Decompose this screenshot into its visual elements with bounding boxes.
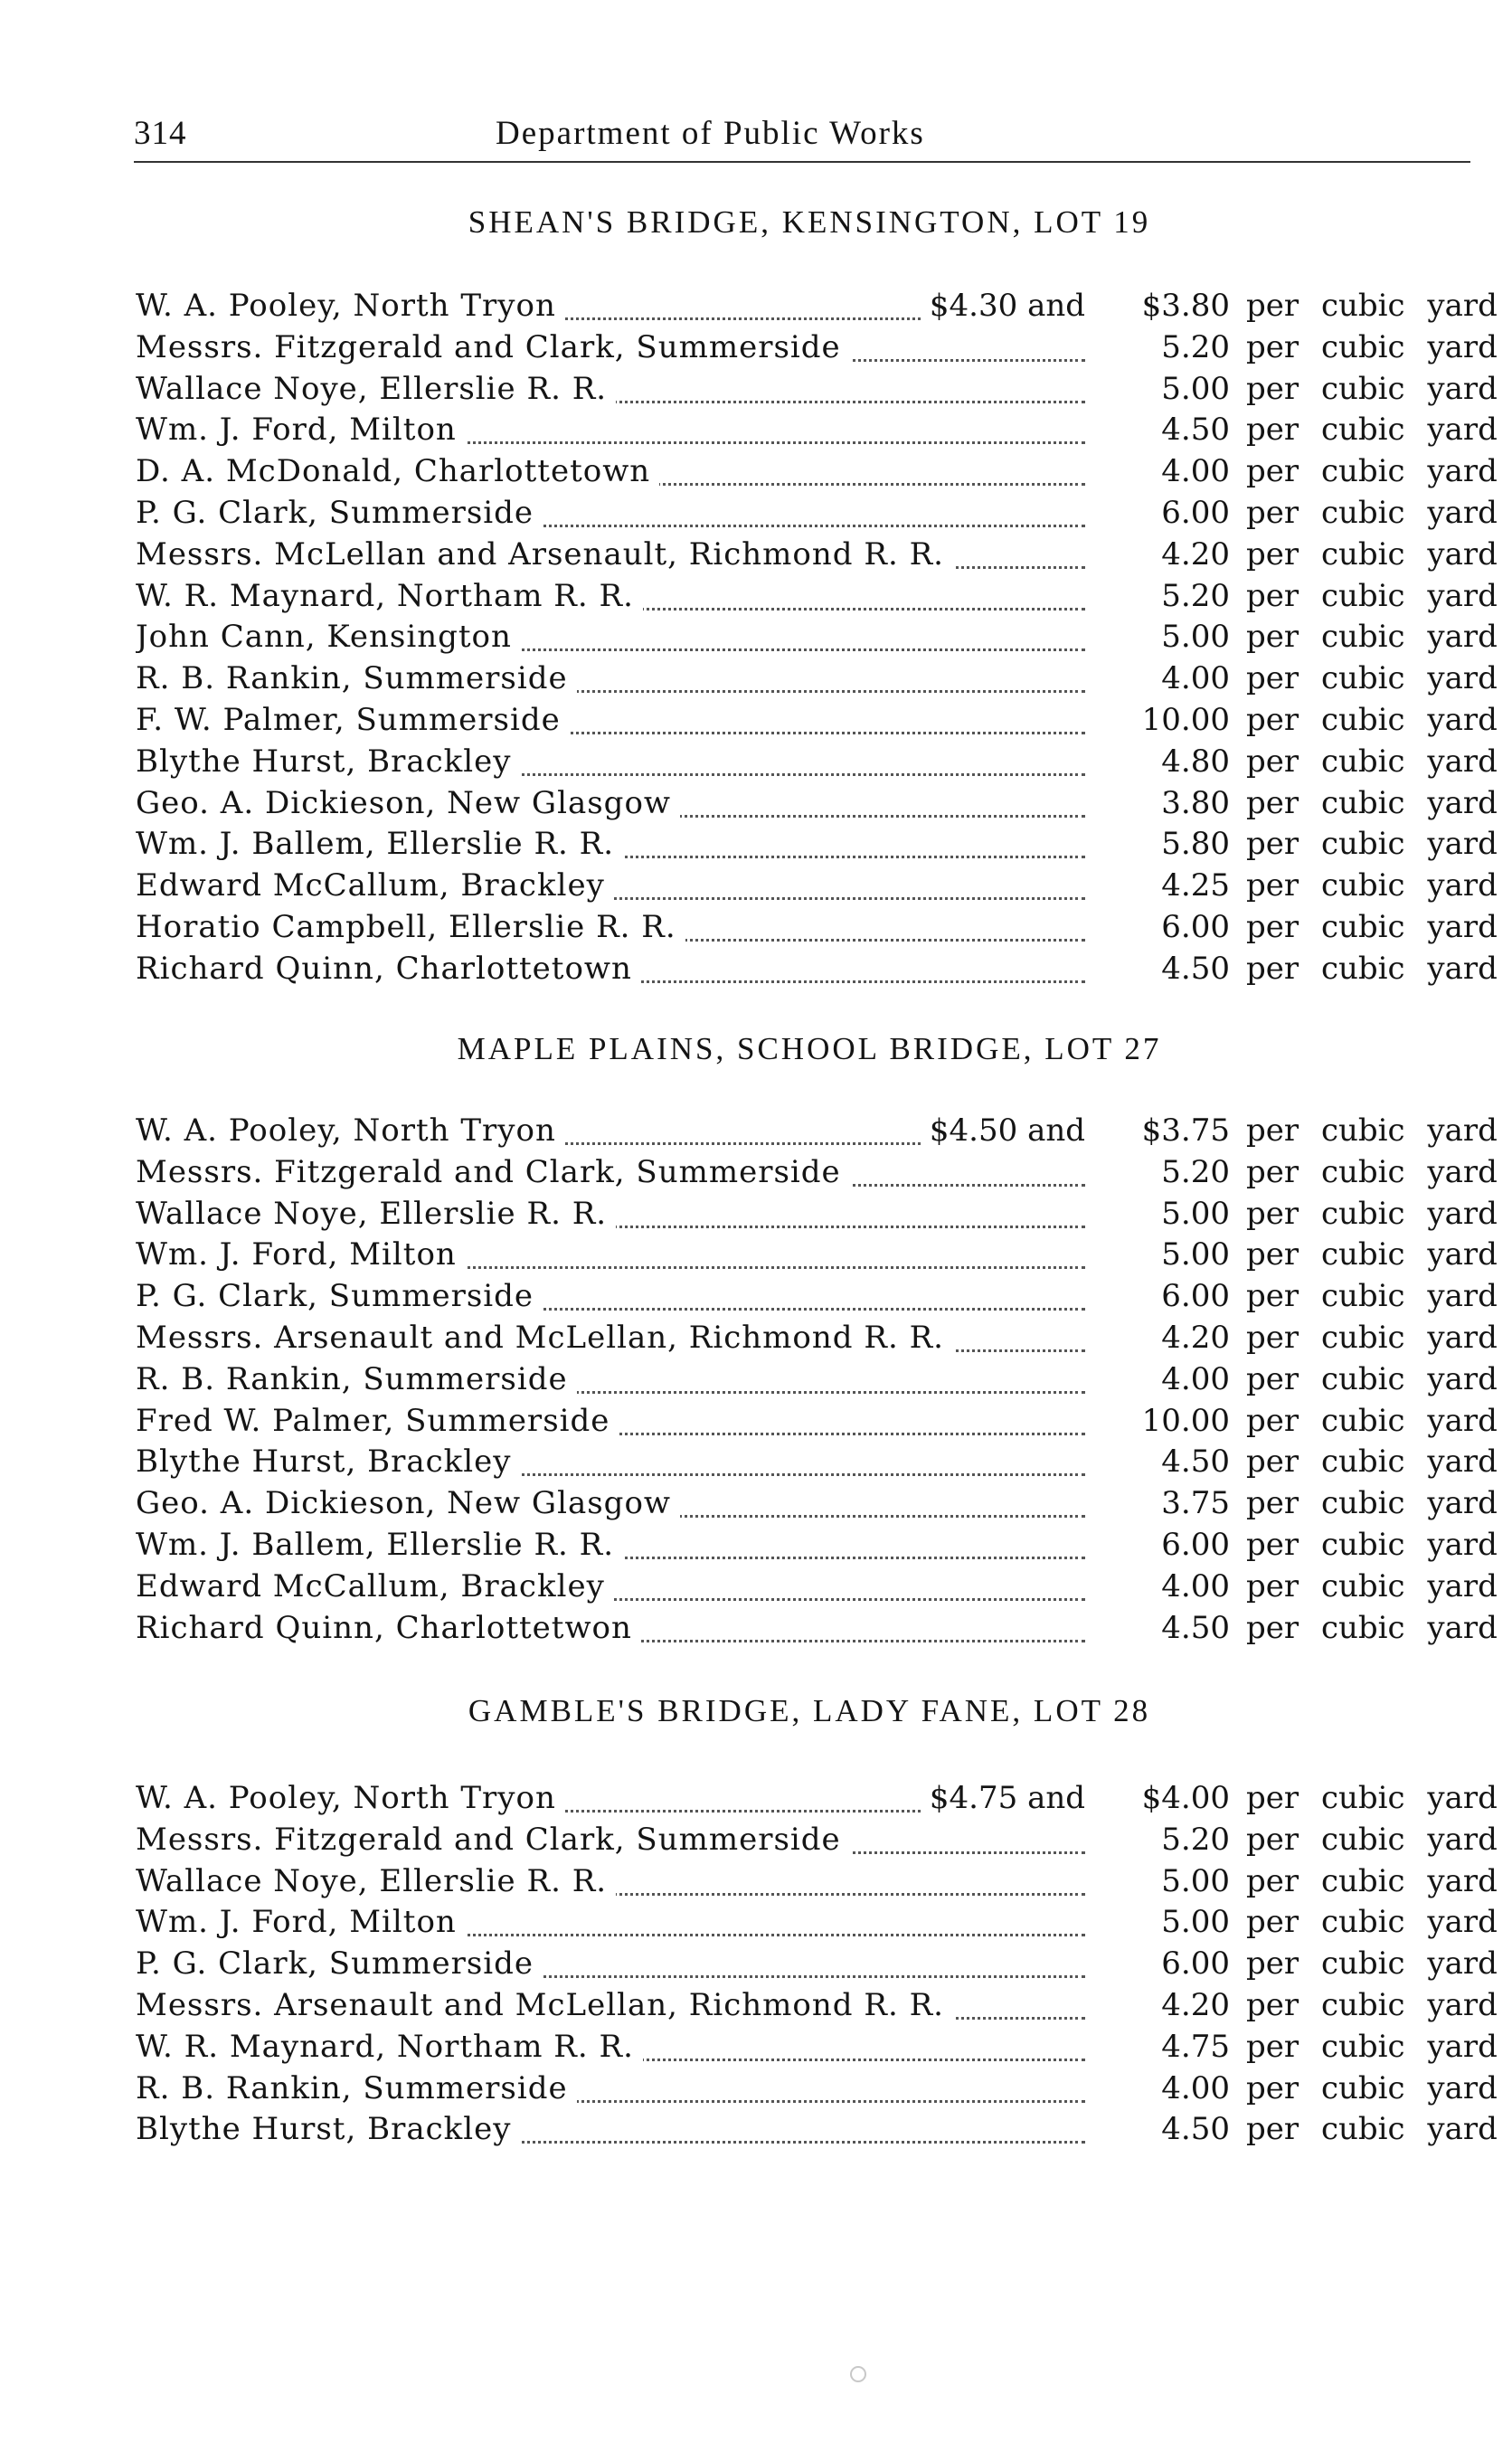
bid-price: 5.20 <box>1161 1153 1230 1190</box>
bid-price: 10.00 <box>1141 1402 1230 1439</box>
section-title: SHEAN'S BRIDGE, KENSINGTON, LOT 19 <box>468 204 1151 240</box>
price-unit: per cubic yard <box>1246 950 1498 987</box>
bid-price: 5.00 <box>1161 1904 1230 1941</box>
bidder-cell <box>136 1863 1085 1905</box>
bid-price: 5.20 <box>1161 577 1230 614</box>
bidder-name: Blythe Hurst, Brackley <box>136 743 520 780</box>
bidder-cell <box>136 743 1085 785</box>
bid-row <box>136 1780 1498 1822</box>
bid-row <box>136 950 1498 992</box>
alternate-price: $4.30 and <box>921 288 1085 324</box>
bid-price: 4.25 <box>1161 867 1230 904</box>
bidder-cell <box>136 785 1085 827</box>
bid-price: 4.50 <box>1161 1609 1230 1646</box>
bid-row <box>136 909 1498 951</box>
bidder-name: Blythe Hurst, Brackley <box>136 1443 520 1480</box>
bid-row <box>136 1987 1498 2029</box>
bid-price: 3.75 <box>1161 1485 1230 1522</box>
price-unit: per cubic yard <box>1246 619 1498 656</box>
bid-price: 5.00 <box>1161 1195 1230 1232</box>
bidder-cell <box>136 1822 1085 1863</box>
bidder-cell <box>136 1112 1085 1154</box>
bidder-name: R. B. Rankin, Summerside <box>136 2070 577 2106</box>
section-title: GAMBLE'S BRIDGE, LADY FANE, LOT 28 <box>468 1693 1151 1728</box>
bidder-cell <box>136 578 1085 620</box>
bidder-name: R. B. Rankin, Summerside <box>136 1361 577 1397</box>
bid-row <box>136 743 1498 785</box>
bid-row <box>136 1821 1498 1863</box>
bid-price: 5.00 <box>1161 1862 1230 1899</box>
price-unit: per cubic yard <box>1246 1320 1498 1356</box>
running-head <box>134 107 1470 161</box>
bidder-name: Fred W. Palmer, Summerside <box>136 1403 619 1439</box>
price-unit: per cubic yard <box>1246 1195 1498 1232</box>
bid-price: 4.75 <box>1161 2028 1230 2065</box>
bidder-cell <box>136 1610 1085 1652</box>
bidder-cell <box>136 2070 1085 2112</box>
price-unit: per cubic yard <box>1246 784 1498 821</box>
price-unit: per cubic yard <box>1246 867 1498 904</box>
price-unit: per cubic yard <box>1246 288 1498 324</box>
price-unit: per cubic yard <box>1246 1360 1498 1397</box>
bidder-cell <box>136 1780 1085 1822</box>
bidder-cell <box>136 371 1085 412</box>
bid-row <box>136 535 1498 578</box>
bid-row <box>136 1527 1498 1568</box>
bid-price: 6.00 <box>1161 1945 1230 1983</box>
bidder-name: Geo. A. Dickieson, New Glasgow <box>136 785 680 821</box>
price-unit: per cubic yard <box>1246 577 1498 614</box>
bid-row <box>136 1236 1498 1278</box>
bidder-name: R. B. Rankin, Summerside <box>136 660 577 696</box>
running-title: Department of Public Works <box>496 115 925 152</box>
bid-row <box>136 1402 1498 1444</box>
bidder-cell <box>136 826 1085 867</box>
bidder-cell <box>136 1361 1085 1403</box>
bidder-cell <box>136 1154 1085 1196</box>
bid-price: 10.00 <box>1141 702 1230 738</box>
bidder-name: Wallace Noye, Ellerslie R. R. <box>136 1196 616 1232</box>
bidder-name: Wm. J. Ballem, Ellerslie R. R. <box>136 826 623 862</box>
price-unit: per cubic yard <box>1246 1485 1498 1522</box>
bidder-name: Geo. A. Dickieson, New Glasgow <box>136 1485 680 1521</box>
bid-row <box>136 328 1498 371</box>
price-unit: per cubic yard <box>1246 1567 1498 1604</box>
price-unit: per cubic yard <box>1246 743 1498 780</box>
price-unit: per cubic yard <box>1246 1609 1498 1646</box>
bid-row <box>136 370 1498 412</box>
price-unit: per cubic yard <box>1246 1904 1498 1941</box>
bid-price: 5.20 <box>1161 328 1230 365</box>
bidder-cell <box>136 2111 1085 2153</box>
bidder-cell <box>136 1196 1085 1237</box>
price-unit: per cubic yard <box>1246 328 1498 365</box>
bid-price: 4.20 <box>1161 1987 1230 2023</box>
bidder-cell <box>136 909 1085 951</box>
bidder-cell <box>136 1527 1085 1568</box>
price-unit: per cubic yard <box>1246 2111 1498 2148</box>
bid-row <box>136 412 1498 453</box>
bid-price: 5.20 <box>1161 1821 1230 1858</box>
alternate-price-wrapper <box>136 1112 1085 1154</box>
bidder-cell <box>136 867 1085 909</box>
price-unit: per cubic yard <box>1246 1987 1498 2023</box>
bid-row <box>136 577 1498 620</box>
bidder-name: P. G. Clark, Summerside <box>136 1945 543 1982</box>
bid-row <box>136 495 1498 536</box>
bid-row <box>136 702 1498 743</box>
bidder-name: Edward McCallum, Brackley <box>136 1568 614 1604</box>
bidder-name: Messrs. Fitzgerald and Clark, Summerside <box>136 1822 850 1858</box>
bid-row <box>136 784 1498 827</box>
bid-price: 6.00 <box>1161 1527 1230 1563</box>
bid-price: $3.80 <box>1141 288 1230 324</box>
bid-row <box>136 1609 1498 1652</box>
bidder-name: W. A. Pooley, North Tryon <box>136 1780 565 1816</box>
bid-price: 6.00 <box>1161 909 1230 945</box>
bid-price: 4.00 <box>1161 660 1230 697</box>
bid-price: 4.20 <box>1161 535 1230 573</box>
bid-price: 3.80 <box>1161 784 1230 821</box>
price-unit: per cubic yard <box>1246 660 1498 697</box>
page-number: 314 <box>134 115 187 152</box>
bidder-cell <box>136 1403 1085 1444</box>
bidder-name: W. R. Maynard, Northam R. R. <box>136 578 643 614</box>
bidder-cell <box>136 1568 1085 1610</box>
bidder-name: P. G. Clark, Summerside <box>136 495 543 531</box>
bidder-cell <box>136 1485 1085 1527</box>
bid-row <box>136 2111 1498 2153</box>
price-unit: per cubic yard <box>1246 412 1498 449</box>
bidder-name: Wallace Noye, Ellerslie R. R. <box>136 371 616 407</box>
bidder-name: Messrs. Arsenault and McLellan, Richmond R. R. <box>136 1987 953 2023</box>
bidder-name: F. W. Palmer, Summerside <box>136 702 570 738</box>
bid-price: 4.50 <box>1161 950 1230 987</box>
alternate-price-wrapper <box>136 288 1085 329</box>
price-unit: per cubic yard <box>1246 909 1498 945</box>
bid-price: 5.00 <box>1161 370 1230 407</box>
bid-price: 6.00 <box>1161 495 1230 531</box>
bid-row <box>136 826 1498 867</box>
bidder-cell <box>136 288 1085 329</box>
bidder-cell <box>136 536 1085 578</box>
bid-row <box>136 1320 1498 1361</box>
price-unit: per cubic yard <box>1246 1945 1498 1983</box>
price-unit: per cubic yard <box>1246 2028 1498 2065</box>
bidder-cell <box>136 1443 1085 1485</box>
price-unit: per cubic yard <box>1246 535 1498 573</box>
bidder-name: Messrs. Arsenault and McLellan, Richmond R. R. <box>136 1320 953 1356</box>
bidder-cell <box>136 619 1085 660</box>
bidder-cell <box>136 495 1085 536</box>
bidder-cell <box>136 1987 1085 2029</box>
bidder-cell <box>136 412 1085 453</box>
bid-row <box>136 1567 1498 1610</box>
bidder-name: Blythe Hurst, Brackley <box>136 2111 520 2147</box>
bid-price: 4.00 <box>1161 453 1230 490</box>
price-unit: per cubic yard <box>1246 370 1498 407</box>
bidder-name: W. A. Pooley, North Tryon <box>136 288 565 324</box>
bidder-name: John Cann, Kensington <box>136 619 521 655</box>
bid-row <box>136 2069 1498 2112</box>
bid-price: 6.00 <box>1161 1278 1230 1315</box>
bid-row <box>136 1112 1498 1154</box>
bidder-cell <box>136 702 1085 743</box>
price-unit: per cubic yard <box>1246 453 1498 490</box>
bid-row <box>136 288 1498 329</box>
bidder-name: Messrs. McLellan and Arsenault, Richmond R. R. <box>136 536 953 573</box>
bid-row <box>136 1360 1498 1403</box>
bid-row <box>136 1945 1498 1987</box>
bidder-name: Horatio Campbell, Ellerslie R. R. <box>136 909 685 945</box>
alternate-price: $4.75 and <box>921 1780 1085 1816</box>
bid-price: 4.00 <box>1161 1567 1230 1604</box>
price-unit: per cubic yard <box>1246 2069 1498 2106</box>
price-unit: per cubic yard <box>1246 1527 1498 1563</box>
bidder-name: Richard Quinn, Charlottetown <box>136 951 641 987</box>
bidder-name: Richard Quinn, Charlottetwon <box>136 1610 641 1646</box>
bidder-cell <box>136 1236 1085 1278</box>
bid-price: $4.00 <box>1141 1780 1230 1816</box>
price-unit: per cubic yard <box>1246 1821 1498 1858</box>
alternate-price: $4.50 and <box>921 1112 1085 1149</box>
price-unit: per cubic yard <box>1246 1112 1498 1149</box>
bid-row <box>136 453 1498 495</box>
bidder-cell <box>136 951 1085 992</box>
bidder-cell <box>136 1904 1085 1945</box>
bidder-name: Messrs. Fitzgerald and Clark, Summerside <box>136 1154 850 1190</box>
price-unit: per cubic yard <box>1246 1153 1498 1190</box>
bid-price: 4.20 <box>1161 1320 1230 1356</box>
bid-price: 4.00 <box>1161 1360 1230 1397</box>
bidder-cell <box>136 453 1085 495</box>
price-unit: per cubic yard <box>1246 1862 1498 1899</box>
bidder-name: W. A. Pooley, North Tryon <box>136 1112 565 1149</box>
bid-price: 4.00 <box>1161 2069 1230 2106</box>
bid-row <box>136 1153 1498 1196</box>
bidder-name: W. R. Maynard, Northam R. R. <box>136 2029 643 2065</box>
price-unit: per cubic yard <box>1246 1402 1498 1439</box>
bid-row <box>136 1443 1498 1485</box>
bid-row <box>136 1485 1498 1527</box>
bid-price: 4.80 <box>1161 743 1230 780</box>
bidder-cell <box>136 1320 1085 1361</box>
scan-speck <box>850 2366 866 2382</box>
bid-price: 5.00 <box>1161 1236 1230 1273</box>
bidder-cell <box>136 329 1085 371</box>
section-title: MAPLE PLAINS, SCHOOL BRIDGE, LOT 27 <box>457 1031 1162 1066</box>
bidder-name: Wm. J. Ford, Milton <box>136 1236 466 1273</box>
bid-row <box>136 1195 1498 1237</box>
price-unit: per cubic yard <box>1246 1278 1498 1315</box>
bid-price: 4.50 <box>1161 2111 1230 2148</box>
price-unit: per cubic yard <box>1246 702 1498 738</box>
bid-row <box>136 1904 1498 1945</box>
bid-price: 4.50 <box>1161 1443 1230 1481</box>
price-unit: per cubic yard <box>1246 1780 1498 1816</box>
price-unit: per cubic yard <box>1246 1443 1498 1481</box>
bid-row <box>136 867 1498 909</box>
bidder-cell <box>136 1945 1085 1987</box>
bid-price: 4.50 <box>1161 412 1230 449</box>
bidder-name: Wm. J. Ford, Milton <box>136 1904 466 1940</box>
price-unit: per cubic yard <box>1246 1236 1498 1273</box>
bid-row <box>136 619 1498 660</box>
bid-row <box>136 2028 1498 2070</box>
bidder-name: Wallace Noye, Ellerslie R. R. <box>136 1863 616 1899</box>
price-unit: per cubic yard <box>1246 826 1498 863</box>
bidder-name: D. A. McDonald, Charlottetown <box>136 453 659 489</box>
alternate-price-wrapper <box>136 1780 1085 1822</box>
bid-price: $3.75 <box>1141 1112 1230 1149</box>
header-rule <box>134 161 1470 163</box>
price-unit: per cubic yard <box>1246 495 1498 531</box>
bidder-name: Wm. J. Ford, Milton <box>136 412 466 448</box>
bid-row <box>136 1862 1498 1905</box>
bid-row <box>136 1278 1498 1320</box>
bid-row <box>136 660 1498 702</box>
bidder-name: Messrs. Fitzgerald and Clark, Summerside <box>136 329 850 365</box>
bidder-name: Edward McCallum, Brackley <box>136 867 614 904</box>
bid-price: 5.80 <box>1161 826 1230 863</box>
bidder-cell <box>136 2029 1085 2070</box>
bid-price: 5.00 <box>1161 619 1230 656</box>
bidder-cell <box>136 1278 1085 1320</box>
bidder-name: P. G. Clark, Summerside <box>136 1278 543 1314</box>
bidder-name: Wm. J. Ballem, Ellerslie R. R. <box>136 1527 623 1563</box>
bidder-cell <box>136 660 1085 702</box>
